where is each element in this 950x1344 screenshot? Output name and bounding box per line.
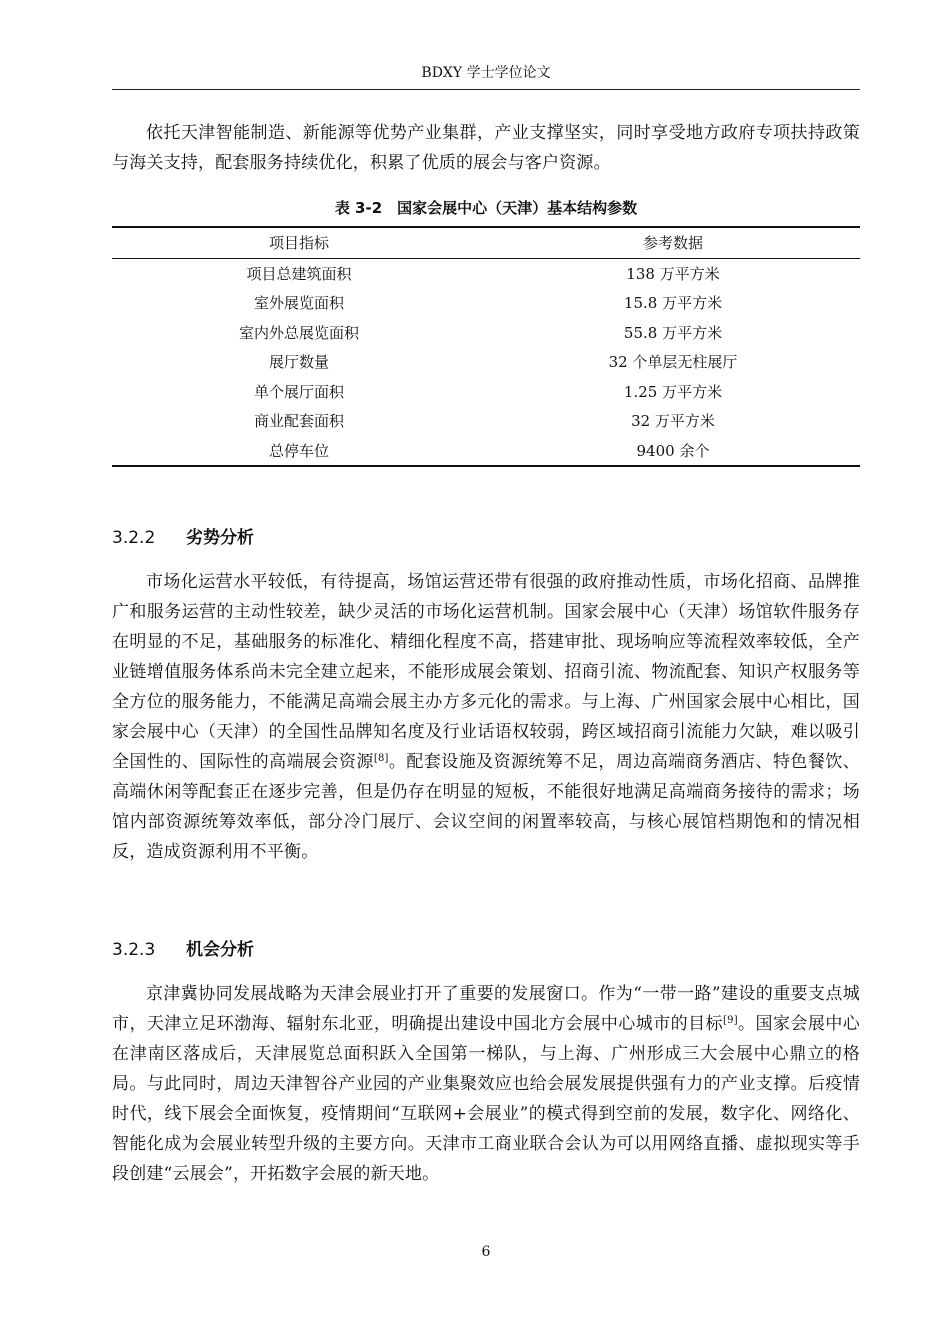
value-cell: 32 个单层无柱展厅: [608, 353, 738, 372]
page-number: 6: [481, 1244, 491, 1260]
table-header-row: [112, 227, 860, 258]
table-row: [112, 406, 860, 436]
indicator-cell: 室内外总展览面积: [238, 323, 359, 342]
opportunity-paragraph: [112, 979, 860, 1189]
table-row: [112, 347, 860, 377]
indicator-cell: 商业配套面积: [253, 412, 344, 431]
value-cell: 9400 余个: [636, 441, 710, 460]
paragraph-text: 市场化运营水平较低，有待提高，场馆运营还带有很强的政府推动性质，市场化招商、品牌推广和服务运营的主动性较差，缺少灵活的市场化运营机制。国家会展中心（天津）场馆软件服务存在明显的不足，基础服务的标准化、精细化程度不高，搭建审批、现场响应等流程效率较低，全产业链增值服务体系尚未完全建立起来，不能形成展会策划、招商引流、物流配套、知识产权服务等全方位的服务能力，不能满足高端会展主办方多元化的需求。与上海、广州国家会展中心相比，国家会展中心（天津）的全国性品牌知名度及行业话语权较弱，跨区域招商引流能力欠缺，难以吸引全国性的、国际性的高端展会资源: [112, 572, 860, 772]
section-title: 劣势分析: [186, 528, 254, 548]
citation-ref[interactable]: [9]: [723, 1015, 738, 1026]
table-row: [112, 288, 860, 318]
table-row: [112, 377, 860, 407]
table-row: [112, 436, 860, 467]
indicator-cell: 单个展厅面积: [253, 382, 344, 401]
value-cell: 55.8 万平方米: [623, 323, 723, 342]
paragraph-text: 。国家会展中心在津南区落成后，天津展览总面积跃入全国第一梯队，与上海、广州形成三大会展中心鼎立的格局。与此同时，周边天津智谷产业园的产业集聚效应也给会展发展提供强有力的产业支撑。后疫情时代，线下展会全面恢复，疫情期间“互联网+会展业”的模式得到空前的发展，数字化、网络化、智能化成为会展业转型升级的主要方向。天津市工商业联合会认为可以用网络直播、虚拟现实等手段创建“云展会”，开拓数字会展的新天地。: [112, 1014, 861, 1184]
parameters-table: [112, 226, 860, 467]
table-row: [112, 258, 860, 288]
section-heading-3-2-3: [112, 937, 254, 963]
indicator-cell: 室外展览面积: [253, 294, 344, 313]
paragraph-text: 。配套设施及资源统筹不足，周边高端商务酒店、特色餐饮、高端休闲等配套正在逐步完善，但是仍存在明显的短板，不能很好地满足高端商务接待的需求；场馆内部资源统筹效率低，部分冷门展厅、会议空间的闲置率较高，与核心展馆档期饱和的情况相反，造成资源利用不平衡。: [112, 752, 861, 862]
column-header-indicator: 项目指标: [268, 234, 329, 253]
paragraph-text: 京津冀协同发展战略为天津会展业打开了重要的发展窗口。作为“一带一路”建设的重要支点城市，天津立足环渤海、辐射东北亚，明确提出建设中国北方会展中心城市的目标: [112, 984, 860, 1034]
section-number: 3.2.3: [112, 940, 156, 960]
table-caption: 表 3-2 国家会展中心（天津）基本结构参数: [334, 199, 638, 217]
section-number: 3.2.2: [112, 528, 156, 548]
column-header-reference: 参考数据: [642, 234, 703, 253]
value-cell: 32 万平方米: [631, 412, 715, 431]
indicator-cell: 总停车位: [268, 441, 329, 460]
header-rule: [112, 89, 860, 90]
running-header: BDXY 学士学位论文: [421, 65, 551, 81]
value-cell: 15.8 万平方米: [623, 294, 723, 313]
value-cell: 138 万平方米: [626, 264, 720, 283]
value-cell: 1.25 万平方米: [623, 382, 723, 401]
weakness-paragraph: [112, 567, 860, 867]
indicator-cell: 项目总建筑面积: [246, 264, 352, 283]
section-title: 机会分析: [186, 940, 254, 960]
citation-ref[interactable]: [8]: [373, 753, 389, 764]
indicator-cell: 展厅数量: [268, 353, 329, 372]
section-heading-3-2-2: [112, 525, 254, 551]
table-row: [112, 318, 860, 348]
intro-paragraph: 依托天津智能制造、新能源等优势产业集群，产业支撑坚实，同时享受地方政府专项扶持政策与海关支持，配套服务持续优化，积累了优质的展会与客户资源。: [112, 123, 860, 173]
